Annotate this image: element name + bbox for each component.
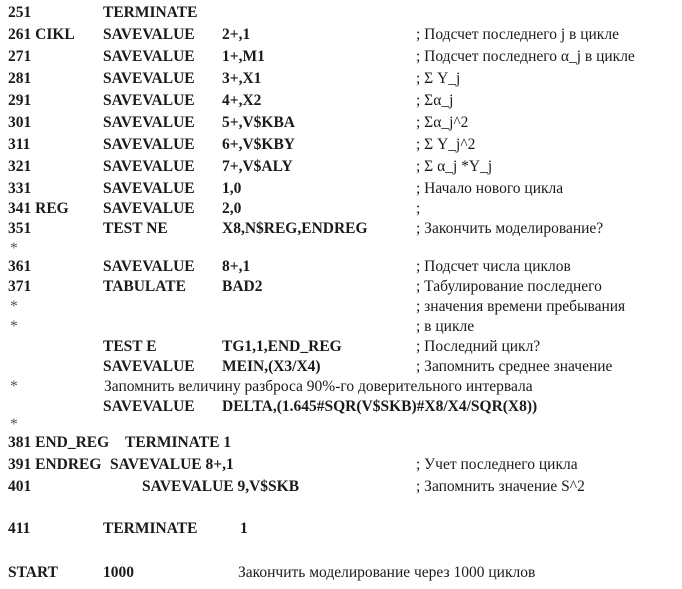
code-line — [0, 476, 682, 498]
line-label: 271 — [8, 48, 32, 65]
code-line — [0, 2, 682, 24]
line-label: 401 — [8, 478, 32, 495]
comment-star: * — [10, 318, 18, 335]
code-line — [0, 316, 682, 338]
line-operator: SAVEVALUE — [103, 258, 195, 275]
code-line — [0, 46, 682, 68]
line-operand: 7+,V$ALY — [222, 158, 293, 175]
line-operator: SAVEVALUE 8+,1 — [110, 456, 234, 473]
line-operator: SAVEVALUE — [103, 48, 195, 65]
line-label: START — [8, 564, 58, 581]
line-operand: 8+,1 — [222, 258, 251, 275]
line-label: 251 — [8, 4, 32, 21]
line-label: 311 — [8, 136, 31, 153]
code-line — [0, 376, 682, 398]
line-operand: MEIN,(X3/X4) — [222, 358, 321, 375]
code-line — [0, 24, 682, 46]
line-operator: TEST NE — [103, 220, 168, 237]
code-line — [0, 256, 682, 278]
line-comment: ; Запомнить значение S^2 — [416, 478, 585, 495]
line-operand: X8,N$REG,ENDREG — [222, 220, 368, 237]
line-comment: ; в цикле — [416, 318, 475, 335]
line-operator: SAVEVALUE — [103, 70, 195, 87]
line-operand: 6+,V$KBY — [222, 136, 295, 153]
line-operand: 5+,V$KBA — [222, 114, 295, 131]
line-label: 391 ENDREG — [8, 456, 102, 473]
line-label: 361 — [8, 258, 32, 275]
line-comment: ; Подсчет последнего j в цикле — [416, 26, 619, 43]
line-operand: 4+,X2 — [222, 92, 262, 109]
line-operator: SAVEVALUE — [103, 200, 195, 217]
line-operator: TERMINATE 1 — [125, 434, 232, 451]
line-comment: ; Учет последнего цикла — [416, 456, 578, 473]
line-operator: SAVEVALUE — [103, 26, 195, 43]
comment-star: * — [10, 298, 18, 315]
line-label: 381 END_REG — [8, 434, 110, 451]
code-line — [0, 336, 682, 358]
line-comment: ; — [416, 200, 421, 217]
line-operator: SAVEVALUE — [103, 180, 195, 197]
code-line — [0, 562, 682, 584]
code-line — [0, 68, 682, 90]
code-line — [0, 454, 682, 476]
line-operand: 2+,1 — [222, 26, 251, 43]
line-operator: TERMINATE — [103, 520, 198, 537]
line-label: 341 REG — [8, 200, 69, 217]
line-operand: 1+,M1 — [222, 48, 265, 65]
line-label: 291 — [8, 92, 32, 109]
code-line — [0, 134, 682, 156]
line-comment: ; Σα_j — [416, 92, 454, 109]
code-line — [0, 296, 682, 318]
line-operator: SAVEVALUE — [103, 158, 195, 175]
line-operand: TG1,1,END_REG — [222, 338, 342, 355]
code-line — [0, 518, 682, 540]
line-operand: 3+,X1 — [222, 70, 262, 87]
line-label: 301 — [8, 114, 32, 131]
line-operand: 2,0 — [222, 200, 242, 217]
line-label: 331 — [8, 180, 32, 197]
line-comment: ; Подсчет последнего α_j в цикле — [416, 48, 635, 65]
line-operand: BAD2 — [222, 278, 263, 295]
line-operator: TERMINATE — [103, 4, 198, 21]
code-line — [0, 156, 682, 178]
line-operand: 1,0 — [222, 180, 242, 197]
line-label: 261 CIKL — [8, 26, 75, 43]
line-comment: ; Σ Y_j^2 — [416, 136, 476, 153]
line-comment: ; Табулирование последнего — [416, 278, 602, 295]
code-line — [0, 276, 682, 298]
line-operator: TABULATE — [103, 278, 186, 295]
code-line — [0, 218, 682, 240]
comment-star: * — [10, 378, 18, 395]
line-operand: DELTA,(1.645#SQR(V$SKB)#X8/X4/SQR(X8)) — [222, 398, 538, 415]
line-comment: ; Σ α_j *Y_j — [416, 158, 493, 175]
line-label: 321 — [8, 158, 32, 175]
line-comment: ; Запомнить среднее значение — [416, 358, 613, 375]
code-line — [0, 432, 682, 454]
line-comment: ; Подсчет числа циклов — [416, 258, 571, 275]
line-operand: 1 — [240, 520, 248, 537]
line-label: 371 — [8, 278, 32, 295]
comment-text: Запомнить величину разброса 90%-го доверительного интервала — [104, 378, 533, 395]
comment-star: * — [10, 416, 18, 433]
line-operator: SAVEVALUE — [103, 358, 195, 375]
line-operator: SAVEVALUE — [103, 114, 195, 131]
code-line — [0, 90, 682, 112]
code-line — [0, 198, 682, 220]
line-operator: SAVEVALUE — [103, 92, 195, 109]
line-label: 411 — [8, 520, 31, 537]
line-comment: Закончить моделирование через 1000 циклов — [238, 564, 536, 581]
line-comment: ; значения времени пребывания — [416, 298, 626, 315]
code-line — [0, 112, 682, 134]
line-operator: SAVEVALUE — [103, 398, 195, 415]
comment-star: * — [10, 240, 18, 257]
code-line — [0, 356, 682, 378]
line-comment: ; Σ Y_j — [416, 70, 461, 87]
code-line — [0, 178, 682, 200]
line-operator: SAVEVALUE — [103, 136, 195, 153]
line-comment: ; Начало нового цикла — [416, 180, 564, 197]
line-operator: SAVEVALUE 9,V$SKB — [142, 478, 300, 495]
line-operator: 1000 — [103, 564, 134, 581]
line-comment: ; Σα_j^2 — [416, 114, 469, 131]
line-label: 281 — [8, 70, 32, 87]
line-comment: ; Закончить моделирование? — [416, 220, 604, 237]
line-label: 351 — [8, 220, 32, 237]
line-comment: ; Последний цикл? — [416, 338, 541, 355]
line-operator: TEST E — [103, 338, 157, 355]
